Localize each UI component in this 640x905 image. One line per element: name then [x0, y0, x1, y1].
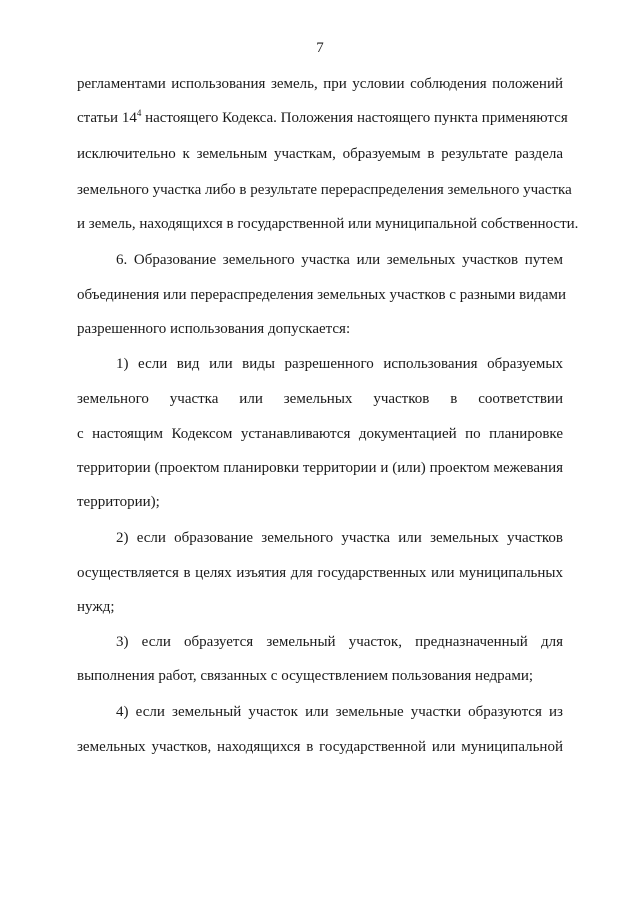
text-line: исключительно к земельным участкам, образуемым в результате раздела	[77, 146, 563, 162]
superscript: 4	[136, 108, 142, 118]
list-item-start: 1) если вид или виды разрешенного использования образуемых	[116, 356, 563, 372]
text-line: разрешенного использования допускается:	[77, 321, 351, 337]
text-line: земельного участка либо в результате перераспределения земельного участка	[77, 182, 572, 198]
list-item-start: 2) если образование земельного участка или земельных участков	[116, 530, 563, 546]
text-line: с настоящим Кодексом устанавливаются документацией по планировке	[77, 426, 563, 442]
text-line: территории (проектом планировки территории и (или) проектом межевания	[77, 460, 563, 476]
text-line: выполнения работ, связанных с осуществлением пользования недрами;	[77, 668, 534, 684]
text-line: регламентами использования земель, при условии соблюдения положений	[77, 76, 563, 92]
text-line: нужд;	[77, 599, 115, 615]
page-number: 7	[316, 40, 324, 56]
text-line: осуществляется в целях изъятия для государственных или муниципальных	[77, 565, 563, 581]
text-fragment: настоящего Кодекса. Положения настоящего пункта применяются	[141, 110, 568, 126]
list-item-start: 3) если образуется земельный участок, предназначенный для	[116, 634, 563, 650]
paragraph-start: 6. Образование земельного участка или земельных участков путем	[116, 252, 563, 268]
text-fragment: статьи 14	[77, 110, 137, 126]
text-line: земельного участка или земельных участков в соответствии	[77, 391, 563, 407]
text-line: объединения или перераспределения земельных участков с разными видами	[77, 287, 567, 303]
list-item-start: 4) если земельный участок или земельные участки образуются из	[116, 704, 563, 720]
text-line: и земель, находящихся в государственной или муниципальной собственности.	[77, 216, 579, 232]
text-line: территории);	[77, 494, 160, 510]
text-line: земельных участков, находящихся в государственной или муниципальной	[77, 739, 563, 755]
text-line	[77, 108, 568, 128]
